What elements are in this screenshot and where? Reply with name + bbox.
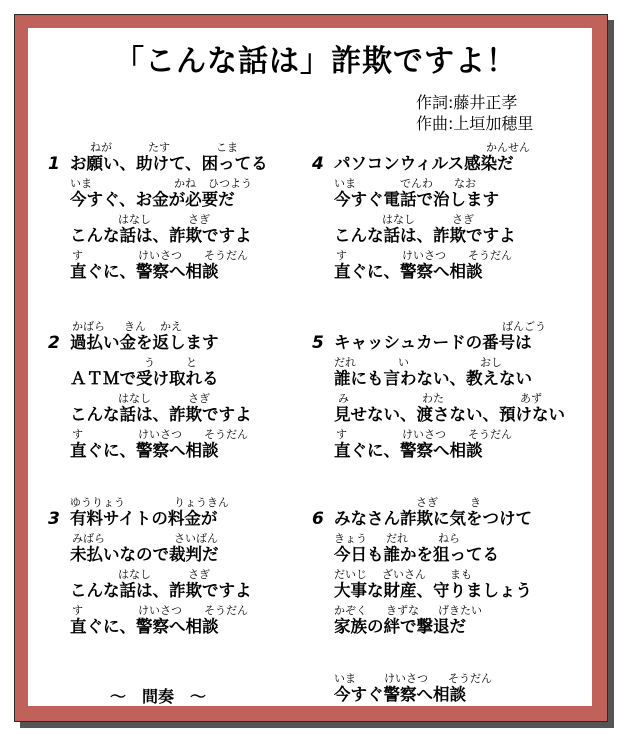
lyric-text: 家族の絆で撃退だ bbox=[334, 617, 466, 636]
ruby-text: と bbox=[186, 356, 197, 369]
ruby-text: けいさつ bbox=[384, 672, 428, 685]
ruby-text: だれ bbox=[334, 356, 356, 369]
ruby-text: さぎ bbox=[452, 213, 474, 226]
lyric-text: こんな話は、詐欺ですよ bbox=[70, 581, 252, 600]
lyric-text: 今日も誰かを狙ってる bbox=[334, 545, 499, 564]
lyric-text: 大事な財産、守りましょう bbox=[334, 581, 532, 600]
ruby-text: う bbox=[144, 356, 155, 369]
ruby-text: だれ bbox=[386, 532, 408, 545]
lyric-text: 有料サイトの料金が bbox=[70, 509, 218, 528]
lyric-text: 今すぐ電話で治します bbox=[334, 190, 499, 209]
ruby-text: い bbox=[398, 356, 409, 369]
ruby-text: たす bbox=[148, 141, 170, 154]
ruby-text: そうだん bbox=[468, 249, 512, 262]
ruby-text: ねら bbox=[438, 532, 460, 545]
lyric-text: 直ぐに、警察へ相談 bbox=[70, 441, 219, 460]
ruby-text: さぎ bbox=[416, 496, 438, 509]
ruby-text: かね bbox=[174, 177, 196, 190]
ruby-text: す bbox=[72, 249, 83, 262]
lyric-text: みなさん詐欺に気をつけて bbox=[334, 509, 532, 528]
music-credit: 作曲:上垣加穂里 bbox=[416, 114, 534, 133]
ruby-text: けいさつ bbox=[138, 428, 182, 441]
ruby-text: そうだん bbox=[448, 672, 492, 685]
ruby-text: いま bbox=[70, 177, 92, 190]
ruby-text: ざいさん bbox=[382, 568, 426, 581]
ruby-text: さぎ bbox=[188, 392, 210, 405]
interlude-label: ～ 間奏 ～ bbox=[110, 687, 207, 706]
ruby-text: み bbox=[338, 392, 349, 405]
lyric-text: 見せない、渡さない、預けない bbox=[334, 405, 565, 424]
ruby-text: まも bbox=[450, 568, 472, 581]
ruby-text: あず bbox=[520, 392, 542, 405]
ruby-text: おし bbox=[480, 356, 502, 369]
ruby-text: かえ bbox=[160, 320, 182, 333]
ruby-text: きん bbox=[124, 320, 146, 333]
ruby-text: す bbox=[72, 604, 83, 617]
ruby-text: かばら bbox=[72, 320, 105, 333]
ruby-text: だいじ bbox=[334, 568, 367, 581]
lyric-text: 誰にも言わない、教えない bbox=[334, 369, 532, 388]
ruby-text: なお bbox=[454, 177, 476, 190]
ruby-text: そうだん bbox=[204, 604, 248, 617]
ruby-text: す bbox=[72, 428, 83, 441]
ruby-text: さぎ bbox=[188, 568, 210, 581]
ruby-text: いま bbox=[334, 672, 356, 685]
ruby-text: はなし bbox=[382, 213, 415, 226]
ruby-text: いま bbox=[334, 177, 356, 190]
song-title: 「こんな話は」詐欺ですよ！ bbox=[114, 44, 517, 79]
lyric-text: こんな話は、詐欺ですよ bbox=[334, 226, 516, 245]
verse-number: 5 bbox=[312, 333, 324, 353]
ruby-text: はなし bbox=[118, 568, 151, 581]
ruby-text: けいさつ bbox=[402, 428, 446, 441]
ruby-text: き bbox=[470, 496, 481, 509]
lyric-text: 直ぐに、警察へ相談 bbox=[70, 262, 219, 281]
ruby-text: ばんごう bbox=[502, 320, 546, 333]
ruby-text: かんせん bbox=[486, 141, 530, 154]
ruby-text: わた bbox=[422, 392, 444, 405]
ruby-text: ねが bbox=[90, 141, 112, 154]
ruby-text: そうだん bbox=[204, 428, 248, 441]
ruby-text: みばら bbox=[72, 532, 105, 545]
closing-text: 今すぐ警察へ相談 bbox=[334, 685, 466, 704]
ruby-text: かぞく bbox=[334, 604, 367, 617]
ruby-text: きょう bbox=[334, 532, 367, 545]
lyric-text: 今すぐ、お金が必要だ bbox=[70, 190, 235, 209]
ruby-text: そうだん bbox=[468, 428, 512, 441]
ruby-text: はなし bbox=[118, 213, 151, 226]
ruby-text: けいさつ bbox=[138, 249, 182, 262]
ruby-text: きずな bbox=[386, 604, 419, 617]
lyric-text: 未払いなので裁判だ bbox=[70, 545, 219, 564]
lyric-text: パソコンウィルス感染だ bbox=[334, 154, 514, 173]
ruby-text: はなし bbox=[118, 392, 151, 405]
ruby-text: そうだん bbox=[204, 249, 248, 262]
verse-number: 4 bbox=[312, 154, 324, 174]
ruby-text: す bbox=[336, 428, 347, 441]
ruby-text: さいばん bbox=[174, 532, 218, 545]
lyric-text: ＡＴＭで受け取れる bbox=[70, 369, 219, 388]
lyric-text: 直ぐに、警察へ相談 bbox=[70, 617, 219, 636]
ruby-text: す bbox=[336, 249, 347, 262]
ruby-text: けいさつ bbox=[402, 249, 446, 262]
lyric-text: 直ぐに、警察へ相談 bbox=[334, 262, 483, 281]
lyric-text: 直ぐに、警察へ相談 bbox=[334, 441, 483, 460]
ruby-text: けいさつ bbox=[138, 604, 182, 617]
lyric-text: こんな話は、詐欺ですよ bbox=[70, 226, 252, 245]
verse-number: 3 bbox=[48, 509, 60, 529]
verse-number: 2 bbox=[48, 333, 60, 353]
lyrics-credit: 作詞:藤井正孝 bbox=[416, 93, 518, 112]
lyric-text: 過払い金を返します bbox=[70, 333, 219, 352]
ruby-text: りょうきん bbox=[174, 496, 229, 509]
ruby-text: でんわ bbox=[400, 177, 433, 190]
lyric-text: キャッシュカードの番号は bbox=[334, 333, 532, 352]
ruby-text: こま bbox=[216, 141, 238, 154]
ruby-text: げきたい bbox=[438, 604, 482, 617]
ruby-text: ひつよう bbox=[208, 177, 252, 190]
ruby-text: ゆうりょう bbox=[70, 496, 125, 509]
ruby-text: さぎ bbox=[188, 213, 210, 226]
lyric-text: お願い、助けて、困ってる bbox=[70, 154, 268, 173]
verse-number: 6 bbox=[312, 509, 324, 529]
lyric-text: こんな話は、詐欺ですよ bbox=[70, 405, 252, 424]
verse-number: 1 bbox=[48, 154, 60, 174]
